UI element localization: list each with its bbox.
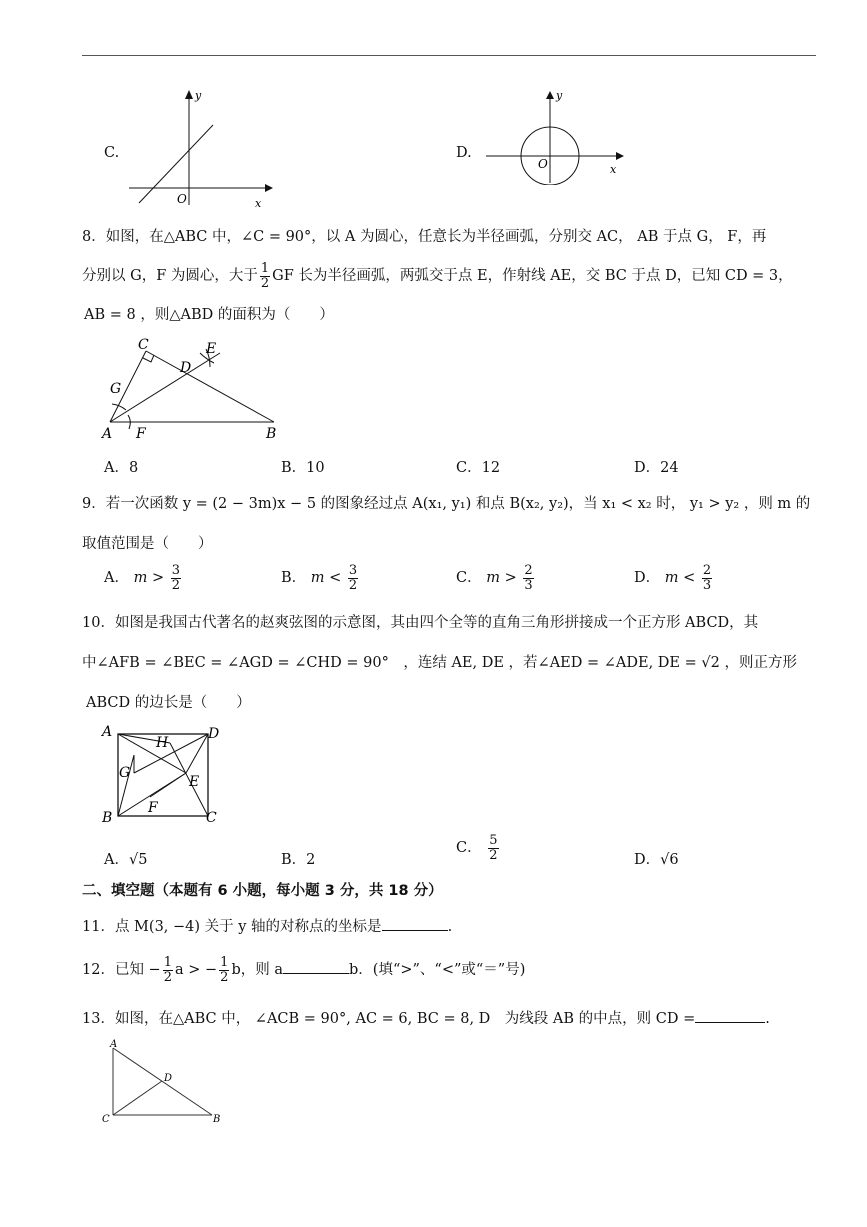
q9-option-b[interactable] — [281, 564, 360, 592]
q13-text: 13．如图，在△ABC 中， ∠ACB = 90°, AC = 6, BC = 8, D 为线段 AB 的中点，则 CD = — [82, 1011, 696, 1027]
q8-label-a: A — [102, 426, 113, 442]
q9-a-den: 2 — [171, 577, 180, 593]
q7d-y-label: y — [556, 89, 563, 102]
q8-label-e: E — [206, 341, 217, 357]
q10-line2: 中∠AFB = ∠BEC = ∠AGD = ∠CHD = 90° ，连结 AE, DE ，若∠AED = ∠ADE, DE = √2 ，则正方形 — [82, 655, 797, 671]
q9-d-den: 3 — [702, 577, 712, 593]
q10-c-den: 2 — [489, 847, 498, 863]
q12-frac2-den: 2 — [220, 969, 229, 985]
q8-label-b: B — [266, 426, 277, 442]
q9-b-den: 2 — [348, 577, 358, 593]
q10-option-c[interactable] — [456, 834, 501, 862]
q7-option-c-graph — [125, 85, 275, 210]
q10-c-num: 5 — [489, 833, 498, 848]
q9-option-c-frac — [523, 564, 533, 592]
q8-triangle-figure — [96, 335, 296, 445]
q11-period: . — [447, 919, 453, 935]
q13-label-d: D — [164, 1073, 173, 1084]
q12-text-b: a > − — [175, 962, 218, 979]
q7-option-d-graph — [482, 85, 632, 185]
q13 — [82, 1010, 770, 1027]
q10-line3: ABCD 的边长是（ ） — [86, 695, 251, 711]
q10-label-h: H — [156, 735, 169, 751]
q10-option-c-label: C． — [456, 840, 482, 857]
q9-option-b-label: B． — [281, 570, 307, 587]
q8-label-d: D — [180, 360, 192, 376]
q10-zhaoshuang-figure — [98, 722, 228, 832]
q10-line1: 10．如图是我国古代著名的赵爽弦图的示意图，其由四个全等的直角三角形拼接成一个正方形 ABCD，其 — [82, 615, 759, 631]
q12-frac2 — [219, 956, 229, 984]
q9-option-a-rel: m > — [133, 570, 165, 587]
q10-label-g: G — [119, 765, 131, 781]
q8-line2 — [82, 262, 793, 290]
q7-option-c-label: C. — [104, 145, 120, 161]
q8-label-g: G — [110, 381, 122, 397]
q7c-x-label: x — [255, 197, 262, 210]
q9-option-c[interactable] — [456, 564, 536, 592]
q13-label-a: A — [110, 1039, 118, 1050]
q12-answer-blank[interactable] — [283, 961, 349, 974]
q9-option-d[interactable] — [634, 564, 714, 592]
q10-label-f: F — [148, 800, 158, 816]
q10-label-c: C — [206, 810, 217, 826]
q12-frac1 — [163, 956, 173, 984]
q9-option-d-label: D． — [634, 570, 661, 587]
q10-option-b[interactable]: B．2 — [281, 852, 316, 868]
q8-label-f: F — [136, 426, 146, 442]
q8-frac-den: 2 — [260, 275, 270, 291]
q10-option-d[interactable]: D．√6 — [634, 852, 679, 868]
q9-option-a-frac — [171, 564, 181, 592]
q9-option-d-rel: m < — [664, 570, 696, 587]
q8-line2-b: GF 长为半径画弧，两弧交于点 E，作射线 AE，交 BC 于点 D，已知 CD = 3， — [272, 268, 793, 285]
q9-c-den: 3 — [524, 577, 533, 593]
q9-option-d-frac — [702, 564, 712, 592]
q8-fraction — [260, 262, 270, 290]
q12 — [82, 956, 525, 984]
q10-label-b: B — [102, 810, 113, 826]
q8-option-a[interactable]: A．8 — [104, 460, 139, 476]
q13-period: . — [765, 1011, 770, 1027]
q12-frac1-num: 1 — [163, 955, 172, 970]
q8-frac-num: 1 — [260, 261, 270, 276]
q12-frac1-den: 2 — [163, 969, 172, 985]
q10-option-c-frac — [488, 834, 498, 862]
q7d-x-label: x — [610, 163, 617, 176]
q9-option-c-rel: m > — [486, 570, 517, 587]
section2-title: 二、填空题（本题有 6 小题，每小题 3 分，共 18 分） — [82, 883, 443, 899]
q8-option-c[interactable]: C．12 — [456, 460, 501, 476]
q13-label-b: B — [213, 1114, 221, 1125]
q11 — [82, 918, 452, 935]
q13-triangle-figure — [98, 1036, 230, 1126]
q12-text-a: 12．已知 − — [82, 962, 161, 979]
q11-text: 11．点 M(3, −4) 关于 y 轴的对称点的坐标是 — [82, 919, 382, 935]
q8-line3: AB = 8 ，则△ABD 的面积为（ ） — [84, 307, 334, 323]
q10-label-d: D — [208, 726, 220, 742]
q9-line2: 取值范围是（ ） — [82, 536, 213, 552]
q9-option-c-label: C． — [456, 570, 482, 587]
q9-option-b-frac — [348, 564, 358, 592]
q7c-y-label: y — [195, 89, 202, 102]
q12-text-c: b，则 a — [231, 962, 283, 979]
q7c-origin-label: O — [177, 192, 187, 206]
q12-text-d: b．(填“>”、“<”或“＝”号) — [349, 962, 526, 979]
q10-label-e: E — [189, 774, 200, 790]
header-rule — [82, 55, 816, 56]
q10-label-a: A — [102, 724, 113, 740]
q13-label-c: C — [102, 1114, 110, 1125]
q10-option-a[interactable]: A．√5 — [104, 852, 148, 868]
q8-line2-a: 分别以 G，F 为圆心，大于 — [82, 268, 258, 285]
q12-frac2-num: 1 — [220, 955, 229, 970]
q9-line1: 9．若一次函数 y = (2 − 3m)x − 5 的图象经过点 A(x₁, y₁) 和点 B(x₂, y₂)，当 x₁ < x₂ 时， y₁ > y₂ ，则 m 的 — [82, 496, 811, 512]
q8-option-b[interactable]: B．10 — [281, 460, 325, 476]
q7-option-d-label: D. — [456, 145, 472, 161]
q11-answer-blank[interactable] — [382, 918, 448, 931]
q13-answer-blank[interactable] — [695, 1010, 765, 1023]
q9-a-num: 3 — [171, 563, 180, 578]
q9-d-num: 2 — [702, 563, 712, 578]
q9-b-num: 3 — [348, 563, 358, 578]
q9-option-a-label: A． — [104, 570, 129, 587]
q9-option-a[interactable] — [104, 564, 183, 592]
q8-label-c: C — [138, 337, 149, 353]
q9-c-num: 2 — [524, 563, 533, 578]
q8-line1: 8．如图，在△ABC 中，∠C = 90°，以 A 为圆心，任意长为半径画弧，分别交 AC， AB 于点 G， F，再 — [82, 229, 767, 245]
q9-option-b-rel: m < — [310, 570, 342, 587]
q8-option-d[interactable]: D．24 — [634, 460, 679, 476]
q7d-origin-label: O — [538, 157, 548, 171]
